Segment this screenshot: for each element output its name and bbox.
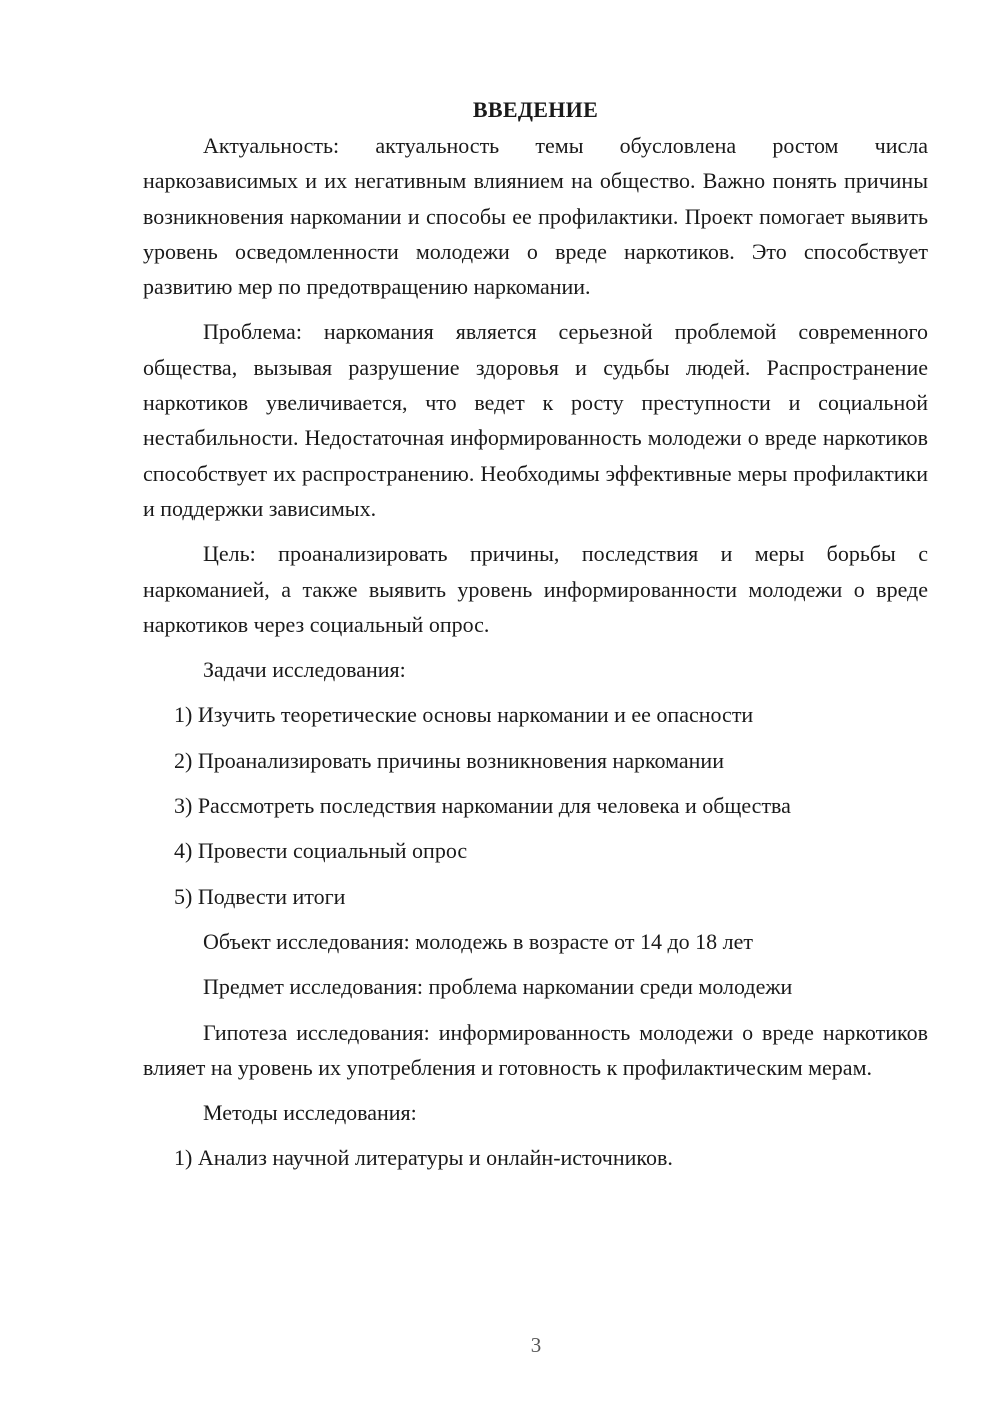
- task-item: 1) Изучить теоретические основы наркомании и ее опасности: [174, 702, 754, 728]
- tasks-heading: Задачи исследования:: [203, 657, 406, 683]
- object-paragraph: Объект исследования: молодежь в возрасте от 14 до 18 лет: [203, 928, 754, 954]
- section-heading: ВВЕДЕНИЕ: [472, 97, 599, 122]
- task-item: 4) Провести социальный опрос: [174, 838, 468, 864]
- subject-paragraph: Предмет исследования: проблема наркомании среди молодежи: [203, 974, 793, 1000]
- page-number: 3: [530, 1333, 542, 1357]
- goal-paragraph: Цель: проанализировать причины, последствия и меры борьбы с наркоманией, а также выявить уровень информированности молодежи о вреде наркотиков через социальный опрос.: [143, 541, 928, 637]
- hypothesis-paragraph: Гипотеза исследования: информированность молодежи о вреде наркотиков влияет на уровень их употребления и готовность к профилактическим мерам.: [143, 1019, 928, 1080]
- task-item: 5) Подвести итоги: [174, 883, 346, 909]
- methods-heading: Методы исследования:: [203, 1100, 417, 1126]
- relevance-paragraph: Актуальность: актуальность темы обусловлена ростом числа наркозависимых и их негативным влиянием на общество. Важно понять причины возникновения наркомании и способы ее профилактики. Проект помогает выявить уровень осведомленности молодежи о вреде наркотиков. Это способствует развитию мер по предотвращению наркомании.: [143, 133, 928, 300]
- problem-paragraph: Проблема: наркомания является серьезной проблемой современного общества, вызывая разрушение здоровья и судьбы людей. Распространение наркотиков увеличивается, что ведет к росту преступности и социальной нестабильности. Недостаточная информированность молодежи о вреде наркотиков способствует их распространению. Необходимы эффективные меры профилактики и поддержки зависимых.: [143, 319, 928, 521]
- task-item: 3) Рассмотреть последствия наркомании для человека и общества: [174, 793, 791, 819]
- task-item: 2) Проанализировать причины возникновения наркомании: [174, 747, 724, 773]
- method-item: 1) Анализ научной литературы и онлайн-источников.: [174, 1145, 673, 1171]
- document-page: [143, 92, 928, 1176]
